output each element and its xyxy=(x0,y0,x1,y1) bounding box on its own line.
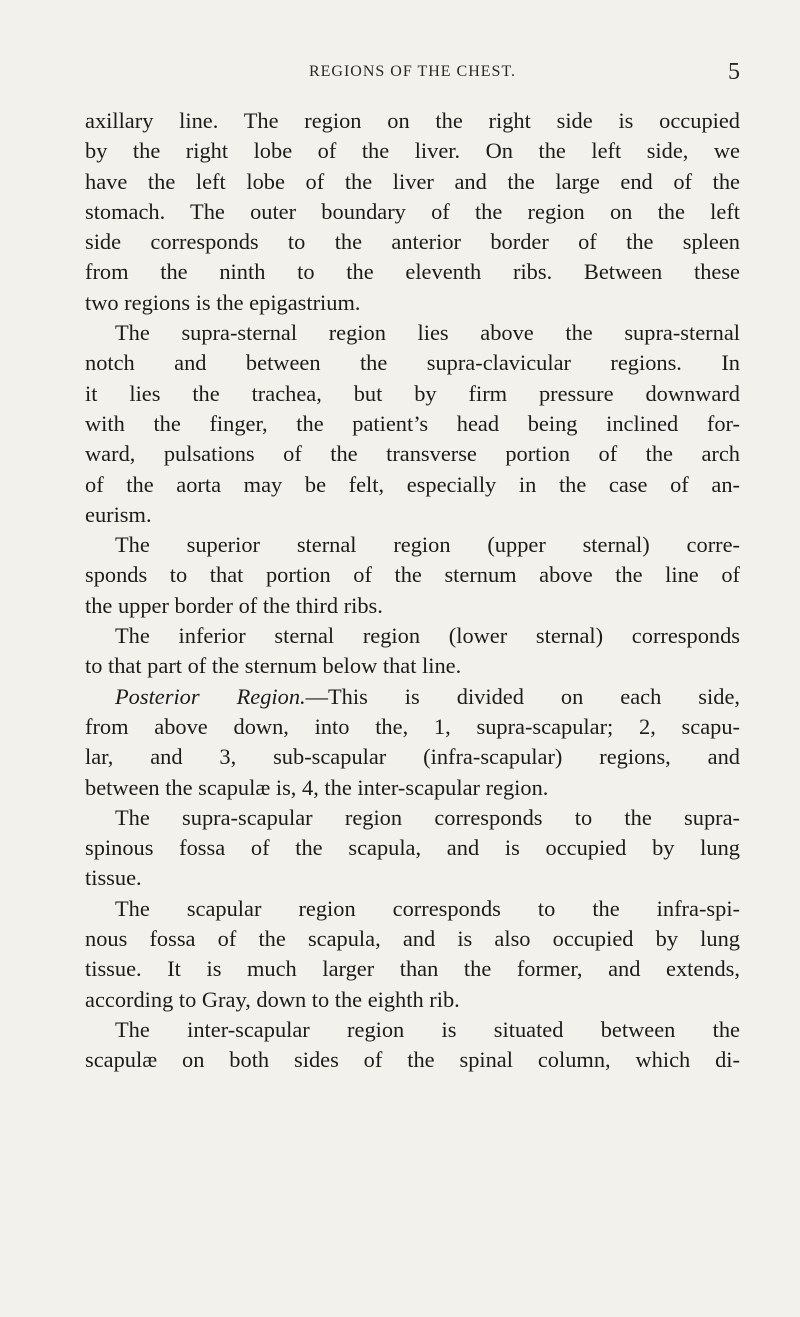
text-line xyxy=(85,591,740,621)
line-text: lar, and 3, sub-scapular (infra-scapular) regions, and xyxy=(85,744,740,770)
page-number: 5 xyxy=(728,59,740,85)
line-text: between the scapulæ is, 4, the inter-scapular region. xyxy=(85,774,549,800)
line-text: axillary line. The region on the right side is occupied xyxy=(85,108,740,133)
text-line xyxy=(85,1045,740,1075)
text-line xyxy=(85,621,740,651)
line-text: sponds to that portion of the sternum above the line of xyxy=(85,562,740,588)
line-text: The superior sternal region (upper sternal) corre- xyxy=(115,532,740,558)
line-text: with the finger, the patient’s head being inclined for- xyxy=(85,410,740,436)
text-line xyxy=(85,288,740,318)
running-title: REGIONS OF THE CHEST. xyxy=(308,63,517,80)
text-line xyxy=(85,803,740,833)
text-line xyxy=(85,773,740,803)
line-text: side corresponds to the anterior border of the spleen xyxy=(85,229,740,255)
text-line xyxy=(85,985,740,1015)
line-text: scapulæ on both sides of the spinal column, which di- xyxy=(85,1047,740,1073)
line-text: spinous fossa of the scapula, and is occupied by lung xyxy=(85,835,740,861)
text-line xyxy=(85,954,740,984)
line-text: according to Gray, down to the eighth rib. xyxy=(85,986,460,1012)
text-line xyxy=(85,379,740,409)
text-line xyxy=(85,227,740,257)
text-line xyxy=(85,439,740,469)
line-text: by the right lobe of the liver. On the left side, we xyxy=(85,138,740,164)
text-line xyxy=(85,530,740,560)
line-text: The scapular region corresponds to the infra-spi- xyxy=(115,895,740,921)
line-text: tissue. It is much larger than the former, and extends, xyxy=(85,956,740,982)
text-line xyxy=(85,167,740,197)
text-line xyxy=(85,1015,740,1045)
text-line xyxy=(85,924,740,954)
text-line xyxy=(85,682,740,712)
line-text: two regions is the epigastrium. xyxy=(85,289,361,315)
text-line xyxy=(85,712,740,742)
line-text: ward, pulsations of the transverse portion of the arch xyxy=(85,441,740,467)
text-line xyxy=(85,560,740,590)
text-line xyxy=(85,136,740,166)
text-line xyxy=(85,106,740,136)
body-text xyxy=(85,106,740,1076)
line-text: The supra-sternal region lies above the supra-sternal xyxy=(115,320,740,346)
line-text: of the aorta may be felt, especially in the case of an- xyxy=(85,471,740,497)
line-text: eurism. xyxy=(85,501,152,527)
section-heading: Posterior Region. xyxy=(115,683,306,709)
text-line xyxy=(85,500,740,530)
line-text: The inferior sternal region (lower sternal) corresponds xyxy=(115,623,740,649)
text-line xyxy=(85,470,740,500)
line-text: from above down, into the, 1, supra-scapular; 2, scapu- xyxy=(85,713,740,739)
text-line xyxy=(85,197,740,227)
text-line xyxy=(85,833,740,863)
line-text: notch and between the supra-clavicular regions. In xyxy=(85,350,740,376)
line-text: nous fossa of the scapula, and is also occupied by lung xyxy=(85,926,740,952)
text-line xyxy=(85,257,740,287)
text-line xyxy=(85,894,740,924)
line-text: it lies the trachea, but by firm pressure downward xyxy=(85,380,740,406)
line-text: to that part of the sternum below that line. xyxy=(85,653,462,679)
line-text: —This is divided on each side, xyxy=(305,683,740,709)
text-line xyxy=(85,863,740,893)
line-text: from the ninth to the eleventh ribs. Between these xyxy=(85,259,740,285)
line-text: stomach. The outer boundary of the region on the left xyxy=(85,198,740,224)
line-text: The inter-scapular region is situated between the xyxy=(115,1016,740,1042)
text-line xyxy=(85,348,740,378)
line-text: tissue. xyxy=(85,865,142,891)
text-line xyxy=(85,409,740,439)
line-text: The supra-scapular region corresponds to the supra- xyxy=(115,804,740,830)
line-text: have the left lobe of the liver and the large end of the xyxy=(85,168,740,194)
text-line xyxy=(85,318,740,348)
line-text: the upper border of the third ribs. xyxy=(85,592,383,618)
text-line xyxy=(85,742,740,772)
text-line xyxy=(85,651,740,681)
running-head xyxy=(85,59,740,93)
